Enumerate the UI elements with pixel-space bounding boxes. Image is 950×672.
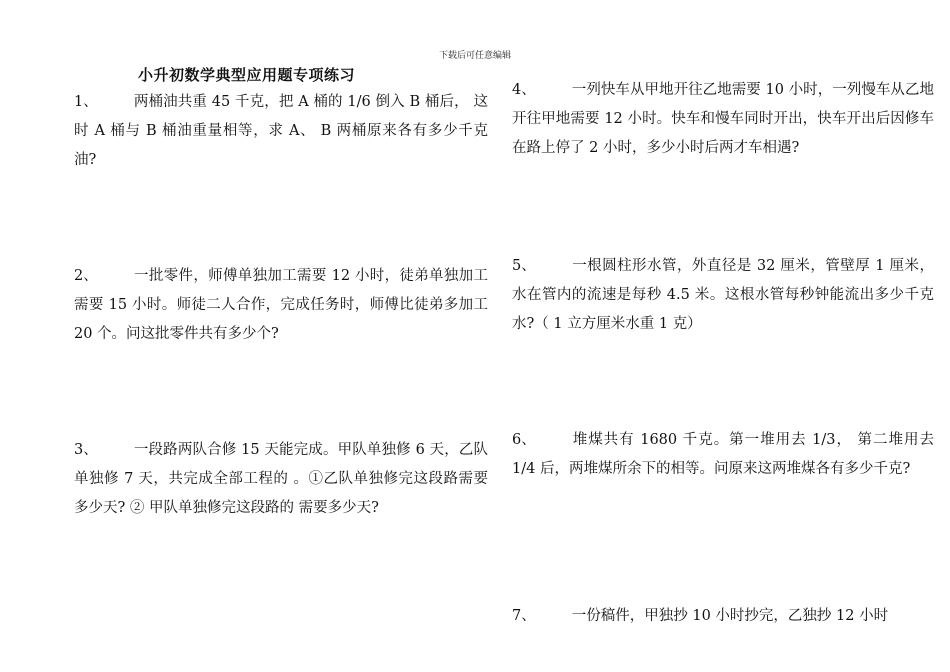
problem-3 <box>50 436 488 523</box>
problem-text: 一列快车从甲地开往乙地需要 10 小时，一列慢车从乙地开往甲地需要 12 小时。快车和慢车同时开出，快车开出后因修车在路上停了 2 小时，多少小时后两才车相遇? <box>512 82 934 156</box>
problem-text: 一段路两队合修 15 天能完成。甲队单独修 6 天，乙队单独修 7 天，共完成全部工程的 。①乙队单独修完这段路需要多少天? ② 甲队单独修完这段路的 需要多少天? <box>74 442 488 516</box>
problem-6 <box>488 426 934 484</box>
problem-number: 4、 <box>512 82 536 98</box>
problem-number: 6、 <box>512 432 536 448</box>
problem-text: 一批零件，师傅单独加工需要 12 小时，徒弟单独加工需要 15 小时。师徒二人合作，完成任务时，师傅比徒弟多加工 20 个。问这批零件共有多少个? <box>74 268 488 342</box>
problem-text: 两桶油共重 45 千克，把 A 桶的 1/6 倒入 B 桶后， 这时 A 桶与 B 桶油重量相等，求 A、 B 两桶原来各有多少千克油? <box>74 94 488 168</box>
problem-7 <box>488 602 934 631</box>
problem-1 <box>50 88 488 175</box>
document-title: 小升初数学典型应用题专项练习 <box>138 66 356 84</box>
problem-number: 2、 <box>74 268 98 284</box>
problem-number: 7、 <box>512 608 536 624</box>
problem-text: 一份稿件，甲独抄 10 小时抄完，乙独抄 12 小时 <box>571 608 889 624</box>
problem-4 <box>488 76 934 163</box>
problem-number: 5、 <box>512 258 536 274</box>
problem-5 <box>488 252 934 339</box>
problem-text: 一根圆柱形水管，外直径是 32 厘米，管壁厚 1 厘米， 水在管内的流速是每秒 4.5 米。这根水管每秒钟能流出多少千克水?（ 1 立方厘米水重 1 克） <box>512 258 934 332</box>
problem-number: 3、 <box>74 442 98 458</box>
problem-number: 1、 <box>74 94 98 110</box>
problem-text: 堆煤共有 1680 千克。第一堆用去 1/3， 第二堆用去 1/4 后，两堆煤所余下的相等。问原来这两堆煤各有多少千克? <box>512 432 934 477</box>
header-note: 下载后可任意编辑 <box>438 51 511 61</box>
problem-2 <box>50 262 488 349</box>
